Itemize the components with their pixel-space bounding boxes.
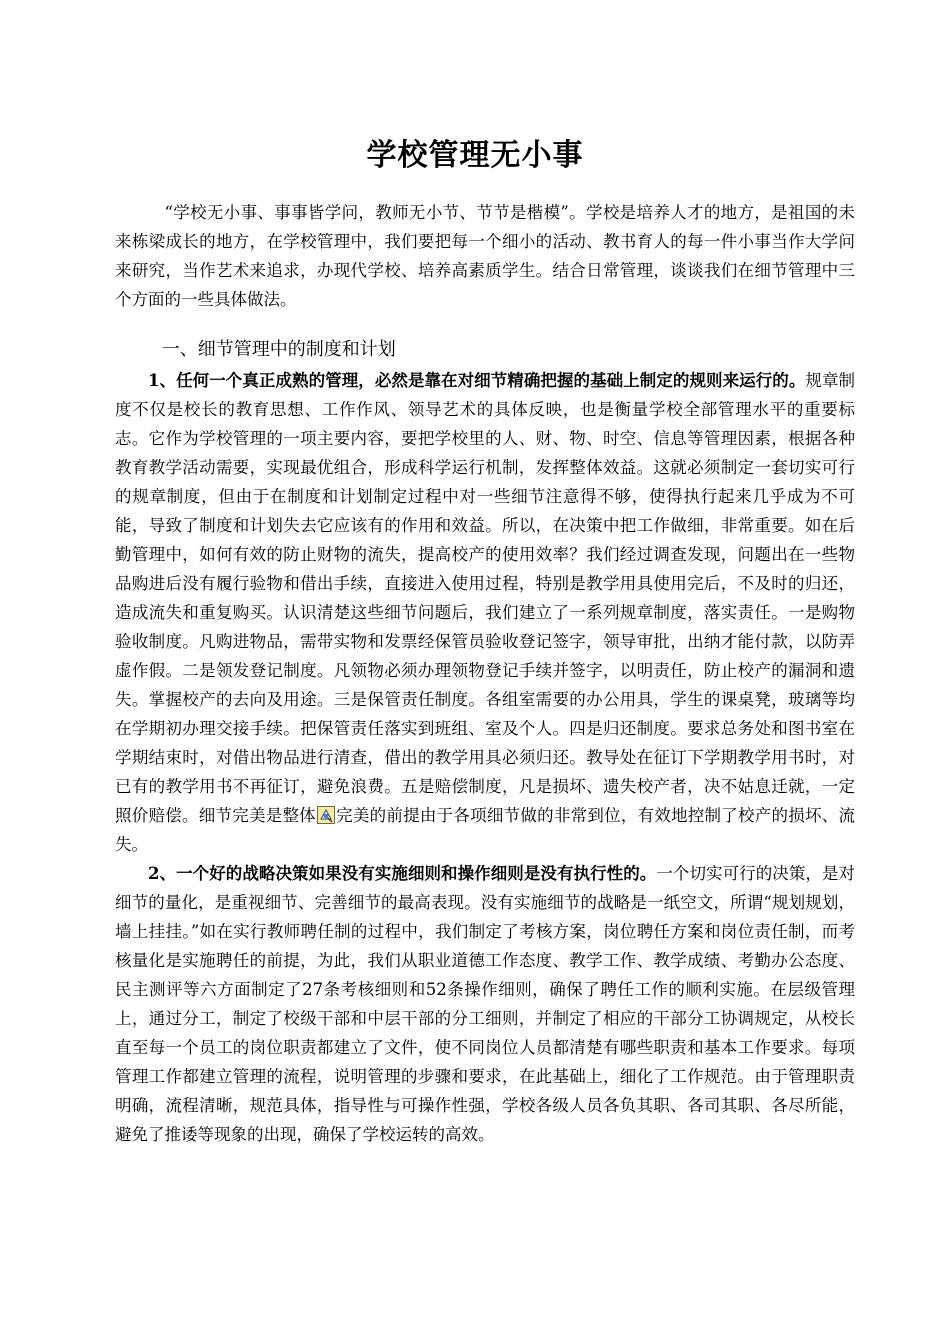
- embedded-object-icon[interactable]: [317, 806, 335, 824]
- paragraph-1-lead: 1、任何一个真正成熟的管理，必然是靠在对细节精确把握的基础上制定的规则来运行的。: [148, 371, 806, 390]
- paragraph-1-text-b: 完美的前提由于各项细节做的非常到位，有效地控制了校产的损坏、流失。: [115, 806, 856, 854]
- document-title: 学校管理无小事: [366, 138, 584, 173]
- paragraph-1-text-a: 规章制度不仅是校长的教育思想、工作作风、领导艺术的具体反映，也是衡量学校全部管理水平的重要标志。它作为学校管理的一项主要内容，要把学校里的人、财、物、时空、信息等管理因素，根据各种教育教学活动需要，实现最优组合，形成科学运行机制，发挥整体效益。这就必须制定一套切实可行的规章制度，但由于在制度和计划制定过程中对一些细节注意得不够，使得执行起来几乎成为不可能，导致了制度和计划失去它应该有的作用和效益。所以，在决策中把工作做细，非常重要。如在后勤管理中，如何有效的防止财物的流失，提高校产的使用效率？我们经过调查发现，问题出在一些物品购进后没有履行验物和借出手续，直接进入使用过程，特别是教学用具使用完后，不及时的归还，造成流失和重复购买。认识清楚这些细节问题后，我们建立了一系列规章制度，落实责任。一是购物验收制度。凡购进物品，需带实物和发票经保管员验收登记签字，领导审批，出纳才能付款，以防弄虚作假。二是领发登记制度。凡领物必须办理领物登记手续并签字，以明责任，防止校产的漏洞和遗失。掌握校产的去向及用途。三是保管责任制度。各组室需要的办公用具，学生的课桌凳，玻璃等均在学期初办理交接手续。把保管责任落实到班组、室及个人。四是归还制度。要求总务处和图书室在学期结束时，对借出物品进行清查，借出的教学用具必须归还。教导处在征订下学期教学用书时，对已有的教学用书不再征订，避免浪费。五是赔偿制度，凡是损坏、遗失校产者，决不姑息迁就，一定照价赔偿。细节完美是整体: [115, 371, 856, 825]
- intro-paragraph: “学校无小事、事事皆学问，教师无小节、节节是楷模”。学校是培养人才的地方，是祖国的未来栋梁成长的地方，在学校管理中，我们要把每一个细小的活动、教书育人的每一件小事当作大学问来研究，当作艺术来追求，办现代学校、培养高素质学生。结合日常管理，谈谈我们在细节管理中三个方面的一些具体做法。: [115, 203, 855, 309]
- paragraph-2: [115, 859, 855, 1149]
- paragraph-2-lead: 2、一个好的战略决策如果没有实施细则和操作细则是没有执行性的。: [148, 864, 657, 883]
- paragraph-1: [115, 366, 855, 859]
- document-body: [115, 198, 855, 1149]
- paragraph-2-text: 一个切实可行的决策，是对细节的量化，是重视细节、完善细节的最高表现。没有实施细节的战略是一纸空文，所谓“规划规划，墙上挂挂。”如在实行教师聘任制的过程中，我们制定了考核方案，岗位聘任方案和岗位责任制，而考核量化是实施聘任的前提，为此，我们从职业道德工作态度、教学工作、教学成绩、考勤办公态度、民主测评等六方面制定了27条考核细则和52条操作细则，确保了聘任工作的顺利实施。在层级管理上，通过分工，制定了校级干部和中层干部的分工细则，并制定了相应的干部分工协调规定，从校长直至每一个员工的岗位职责都建立了文件，使不同岗位人员都清楚有哪些职责和基本工作要求。每项管理工作都建立管理的流程，说明管理的步骤和要求，在此基础上，细化了工作规范。由于管理职责明确，流程清晰，规范具体，指导性与可操作性强，学校各级人员各负其职、各司其职、各尽所能，避免了推诿等现象的出现，确保了学校运转的高效。: [115, 864, 856, 1144]
- section-heading: 一、细节管理中的制度和计划: [161, 339, 396, 360]
